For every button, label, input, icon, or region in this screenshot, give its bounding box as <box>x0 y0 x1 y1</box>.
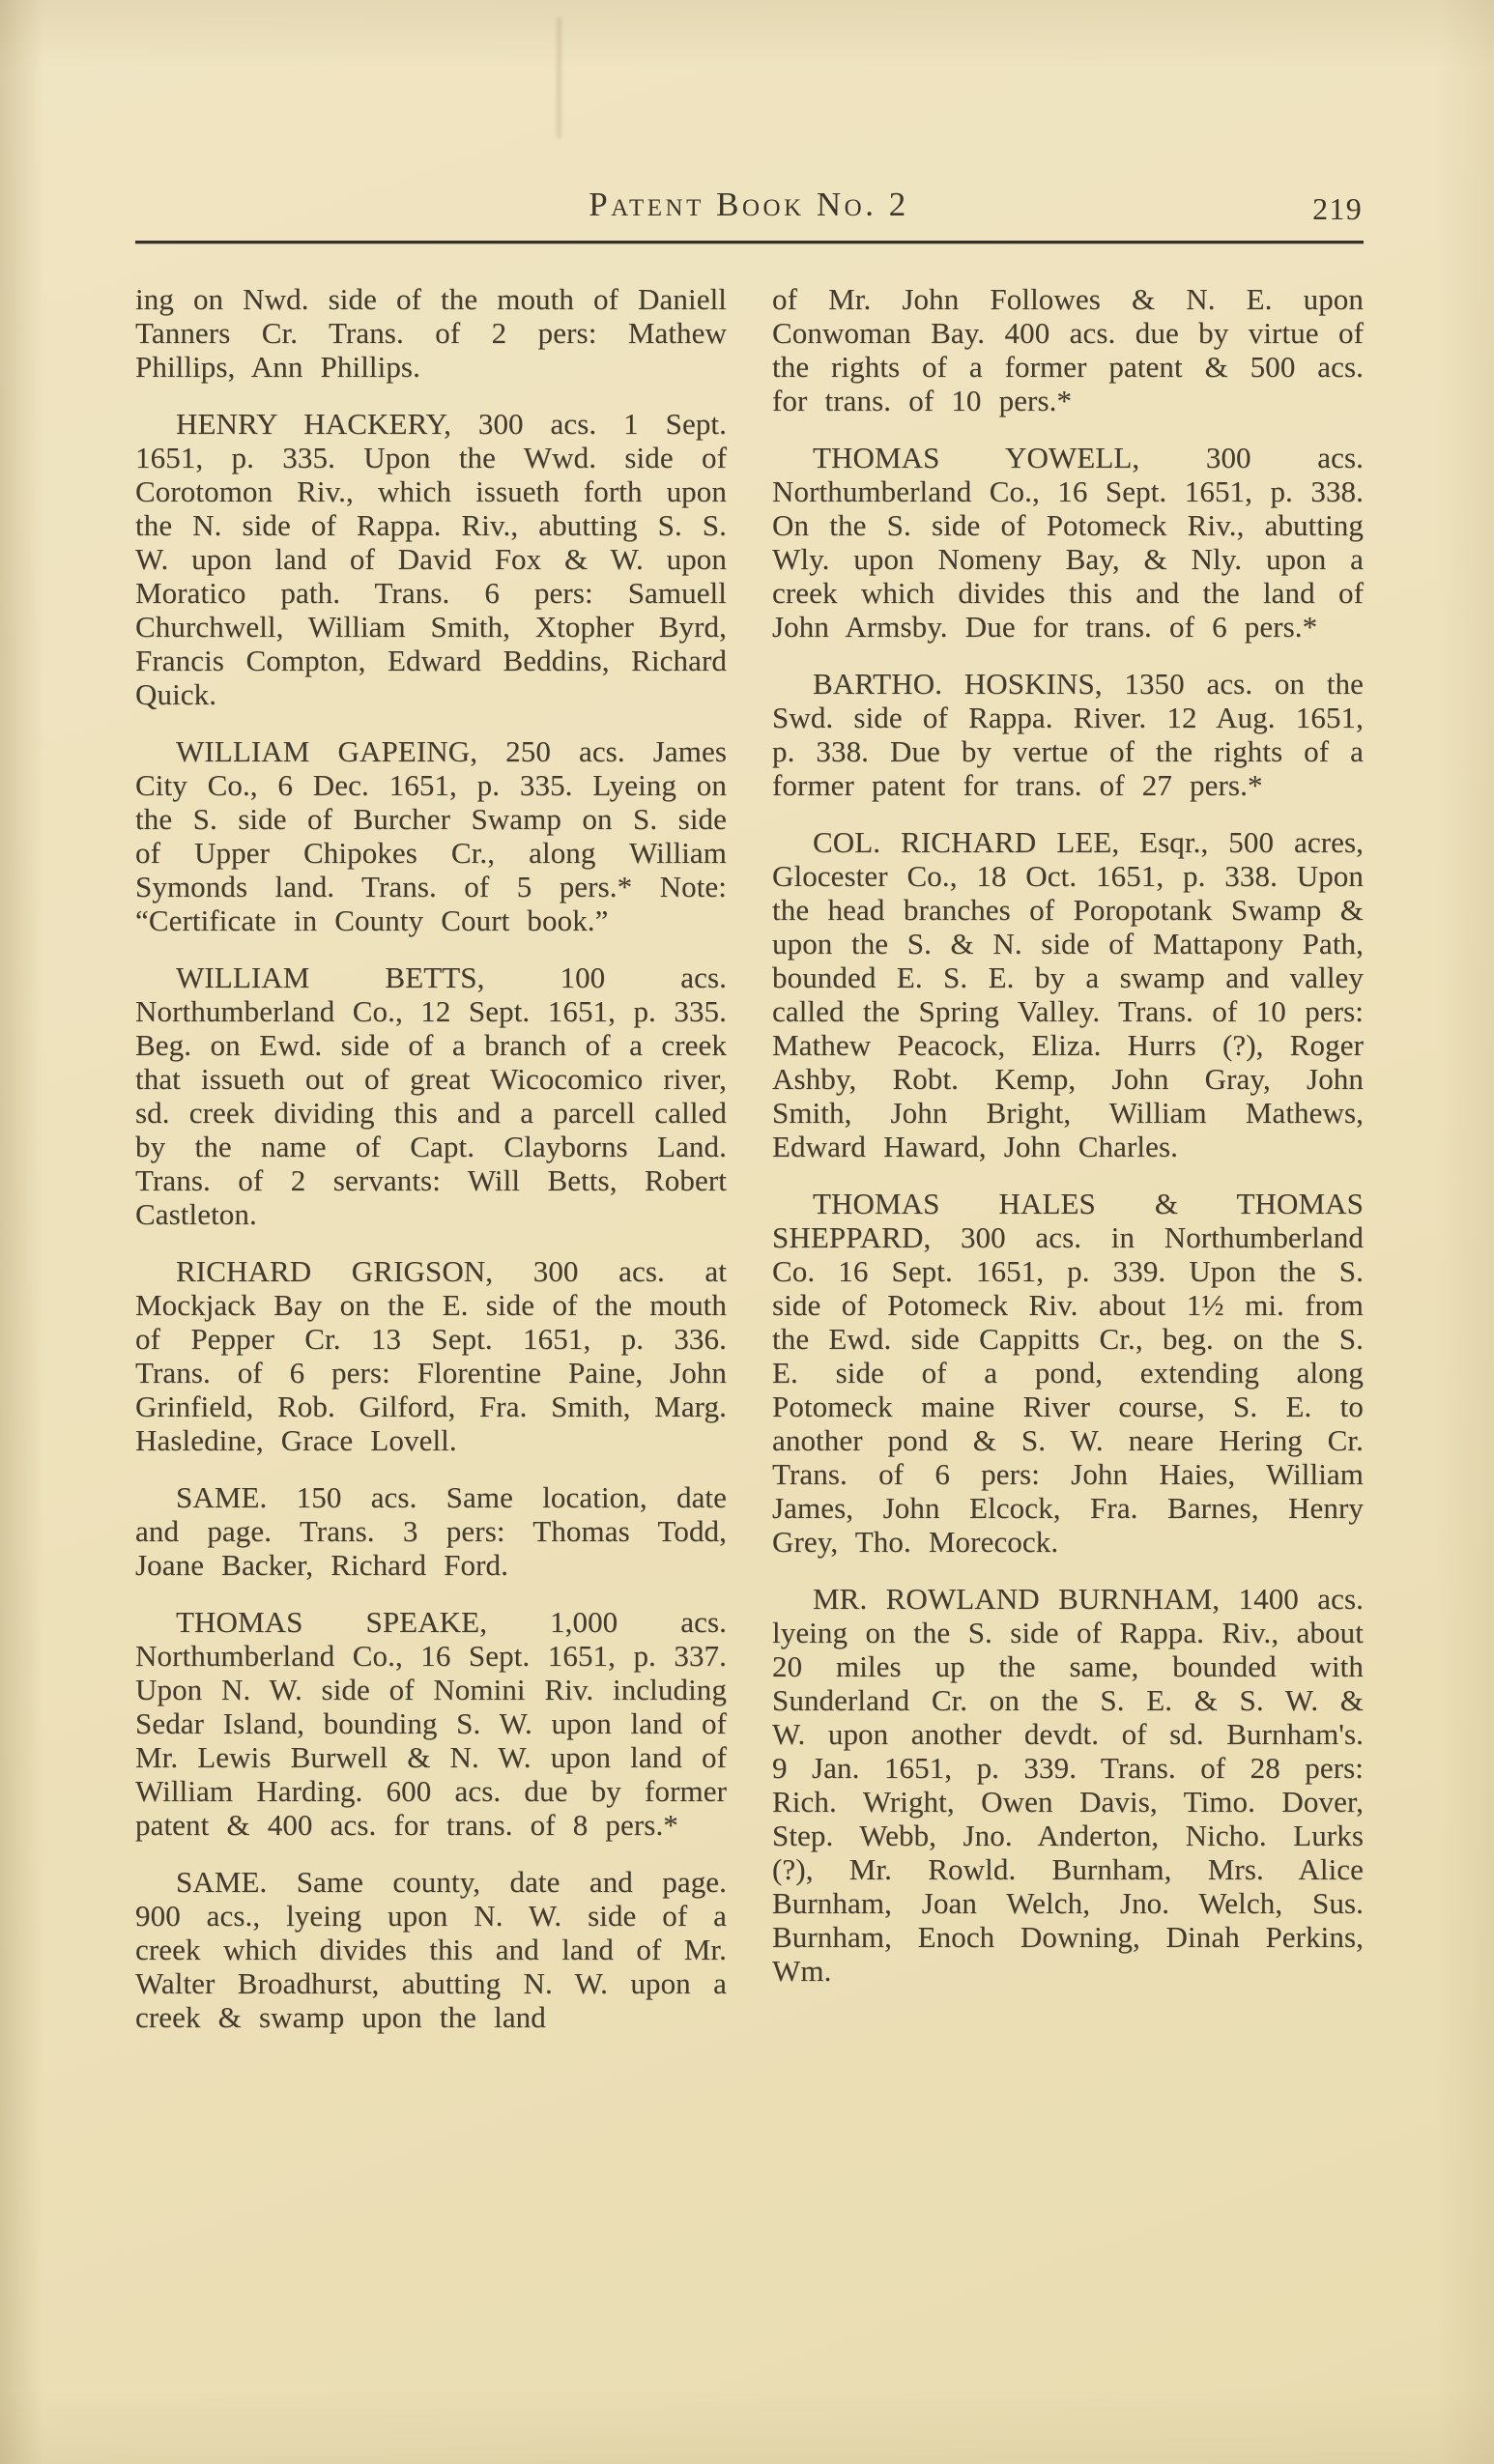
column-right <box>772 282 1364 2034</box>
patent-entry-col-richard-lee: COL. RICHARD LEE, Esqr., 500 acres, Glocester Co., 18 Oct. 1651, p. 338. Upon the head branches of Poropotank Swamp & upon the S. & N. side of Mattapony Path, bounded E. S. E. by a swamp and valley called the Spring Valley. Trans. of 10 pers: Mathew Peacock, Eliza. Hurrs (?), Roger Ashby, Robt. Kemp, John Gray, John Smith, John Bright, William Mathews, Edward Haward, John Charles. <box>772 825 1364 1163</box>
patent-entry-same-900: SAME. Same county, date and page. 900 acs., lyeing upon N. W. side of a creek which divides this and land of Mr. Walter Broadhurst, abutting N. W. upon a creek & swamp upon the land <box>135 1865 727 2034</box>
text-columns <box>135 282 1364 2034</box>
patent-entry-rowland-burnham: MR. ROWLAND BURNHAM, 1400 acs. lyeing on the S. side of Rappa. Riv., about 20 miles up the same, bounded with Sunderland Cr. on the S. E. & S. W. & W. upon another devdt. of sd. Burnham's. 9 Jan. 1651, p. 339. Trans. of 28 pers: Rich. Wright, Owen Davis, Timo. Dover, Step. Webb, Jno. Anderton, Nicho. Lurks (?), Mr. Rowld. Burnham, Mrs. Alice Burnham, Joan Welch, Jno. Welch, Sus. Burnham, Enoch Downing, Dinah Perkins, Wm. <box>772 1582 1364 1988</box>
running-head-title: Patent Book No. 2 <box>589 186 909 223</box>
patent-entry-richard-grigson: RICHARD GRIGSON, 300 acs. at Mockjack Bay on the E. side of the mouth of Pepper Cr. 13 Sept. 1651, p. 336. Trans. of 6 pers: Florentine Paine, John Grinfield, Rob. Gilford, Fra. Smith, Marg. Hasledine, Grace Lovell. <box>135 1254 727 1457</box>
page-number: 219 <box>1312 191 1363 226</box>
patent-entry-william-gapeing: WILLIAM GAPEING, 250 acs. James City Co., 6 Dec. 1651, p. 335. Lyeing on the S. side of Burcher Swamp on S. side of Upper Chipokes Cr., along William Symonds land. Trans. of 5 pers.* Note: “Certificate in County Court book.” <box>135 734 727 937</box>
patent-entry-bartho-hoskins: BARTHO. HOSKINS, 1350 acs. on the Swd. side of Rappa. River. 12 Aug. 1651, p. 338. Due by vertue of the rights of a former patent for trans. of 27 pers.* <box>772 667 1364 802</box>
patent-entry-henry-hackery: HENRY HACKERY, 300 acs. 1 Sept. 1651, p. 335. Upon the Wwd. side of Corotomon Riv., which issueth forth upon the N. side of Rappa. Riv., abutting S. S. W. upon land of David Fox & W. upon Moratico path. Trans. 6 pers: Samuell Churchwell, William Smith, Xtopher Byrd, Francis Compton, Edward Beddins, Richard Quick. <box>135 407 727 711</box>
patent-entry-william-betts: WILLIAM BETTS, 100 acs. Northumberland Co., 12 Sept. 1651, p. 335. Beg. on Ewd. side of a branch of a creek that issueth out of great Wicocomico river, sd. creek dividing this and a parcell called by the name of Capt. Clayborns Land. Trans. of 2 servants: Will Betts, Robert Castleton. <box>135 960 727 1231</box>
patent-entry-hales-sheppard: THOMAS HALES & THOMAS SHEPPARD, 300 acs. in Northumberland Co. 16 Sept. 1651, p. 339. Upon the S. side of Potomeck Riv. about 1½ mi. from the Ewd. side Cappitts Cr., beg. on the S. E. side of a pond, extending along Potomeck maine River course, S. E. to another pond & S. W. neare Hering Cr. Trans. of 6 pers: John Haies, William James, John Elcock, Fra. Barnes, Henry Grey, Tho. Morecock. <box>772 1187 1364 1559</box>
patent-entry-thomas-speake: THOMAS SPEAKE, 1,000 acs. Northumberland Co., 16 Sept. 1651, p. 337. Upon N. W. side of Nomini Riv. including Sedar Island, bounding S. W. upon land of Mr. Lewis Burwell & N. W. upon land of William Harding. 600 acs. due by former patent & 400 acs. for trans. of 8 pers.* <box>135 1605 727 1842</box>
column-left <box>135 282 727 2034</box>
patent-entry-continuation: of Mr. John Followes & N. E. upon Conwoman Bay. 400 acs. due by virtue of the rights of a former patent & 500 acs. for trans. of 10 pers.* <box>772 282 1364 417</box>
patent-entry-same-150: SAME. 150 acs. Same location, date and page. Trans. 3 pers: Thomas Todd, Joane Backer, Richard Ford. <box>135 1480 727 1582</box>
scan-crease-artifact <box>558 17 560 138</box>
header-rule <box>135 241 1364 244</box>
patent-entry-continuation: ing on Nwd. side of the mouth of Daniell Tanners Cr. Trans. of 2 pers: Mathew Phillips, Ann Phillips. <box>135 282 727 384</box>
patent-entry-thomas-yowell: THOMAS YOWELL, 300 acs. Northumberland Co., 16 Sept. 1651, p. 338. On the S. side of Potomeck Riv., abutting Wly. upon Nomeny Bay, & Nly. upon a creek which divides this and the land of John Armsby. Due for trans. of 6 pers.* <box>772 441 1364 644</box>
